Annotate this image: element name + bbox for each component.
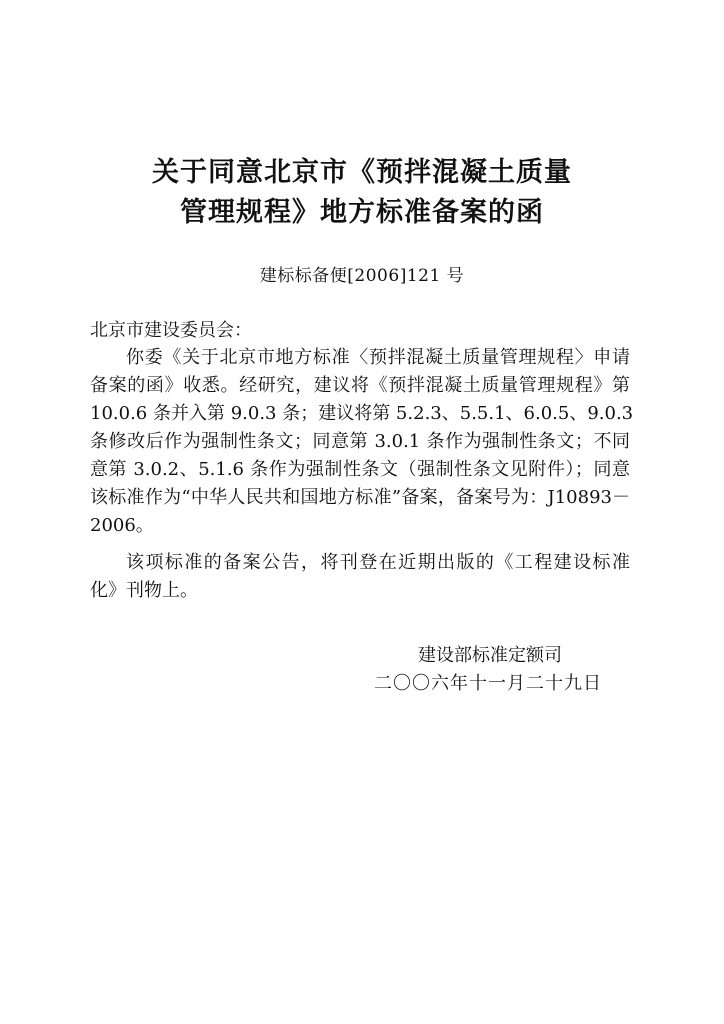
paragraph-line: 备案的函》收悉。经研究，建议将《预拌混凝土质量管理规程》第	[90, 375, 630, 396]
paragraph-line: 条修改后作为强制性条文；同意第 3.0.1 条作为强制性条文；不同	[90, 431, 630, 452]
document-number: 建标标备便[2006]121 号	[259, 266, 465, 286]
paragraph-line: 2006。	[90, 515, 154, 536]
signature-date: 二〇〇六年十一月二十九日	[374, 673, 602, 694]
addressee: 北京市建设委员会：	[90, 320, 252, 341]
paragraph-line: 你委《关于北京市地方标准〈预拌混凝土质量管理规程〉申请	[126, 347, 630, 368]
paragraph-line: 化》刊物上。	[90, 580, 198, 601]
paragraph-line: 意第 3.0.2、5.1.6 条作为强制性条文（强制性条文见附件）；同意	[90, 459, 630, 480]
document-title-line-1: 关于同意北京市《预拌混凝土质量	[152, 157, 572, 188]
paragraph-line: 该项标准的备案公告，将刊登在近期出版的《工程建设标准	[126, 552, 630, 573]
signature-organization: 建设部标准定额司	[418, 645, 562, 666]
paragraph-line: 该标准作为“中华人民共和国地方标准”备案，备案号为：J10893－	[90, 487, 630, 508]
document-title-line-2: 管理规程》地方标准备案的函	[180, 197, 544, 228]
paragraph-line: 10.0.6 条并入第 9.0.3 条；建议将第 5.2.3、5.5.1、6.0.5、9.0.3	[90, 403, 634, 424]
